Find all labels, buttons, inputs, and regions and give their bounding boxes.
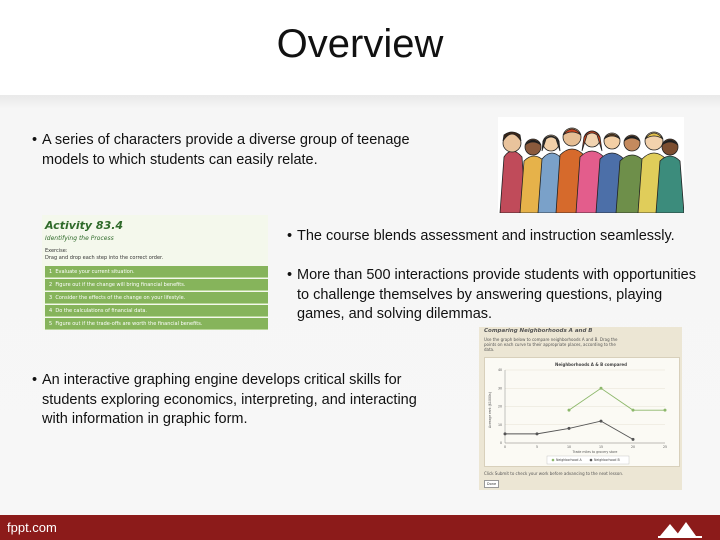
y-tick-label: 40	[497, 368, 502, 373]
x-tick-label: 0	[503, 445, 507, 449]
step-text: Figure out if the trade-offs are worth the financial benefits.	[55, 321, 203, 327]
exercise-instruction: Drag and drop each step into the correct order.	[45, 255, 164, 261]
step-number: 1	[49, 269, 53, 275]
legend-label-b: Neighborhood B	[594, 458, 620, 463]
line-chart	[485, 358, 679, 466]
bullet-characters	[32, 131, 432, 170]
graph-widget-instructions: Use the graph below to compare neighborhoods A and B. Drag the points on each curve to their appropriate places, according to the data.	[484, 337, 618, 352]
step-text: Do the calculations of financial data.	[55, 308, 148, 314]
data-point	[600, 420, 603, 423]
bullet-symbol: •	[287, 267, 293, 283]
step-number: 3	[49, 295, 53, 301]
legend-marker-b	[590, 459, 593, 462]
x-tick-label: 15	[598, 445, 604, 449]
activity-title: Activity 83.4	[45, 219, 124, 232]
activity-step[interactable]	[45, 292, 268, 304]
x-tick-label: 5	[535, 445, 539, 449]
series-line-a	[569, 388, 665, 410]
publisher-logo-icon	[650, 516, 710, 540]
title-area	[0, 0, 720, 95]
chart-title: Neighborhoods A & B compared	[555, 362, 627, 367]
bullet-symbol: •	[32, 132, 38, 148]
y-tick-label: 30	[497, 386, 502, 391]
legend-marker-a	[552, 459, 555, 462]
activity-exercise	[45, 248, 163, 262]
bullet-text: A series of characters provide a diverse group of teenage models to which students can easily relate.	[42, 132, 410, 168]
graph-widget-screenshot	[479, 327, 682, 490]
legend-label-a: Neighborhood A	[556, 458, 582, 463]
y-tick-label: 0	[499, 441, 502, 446]
graph-widget-footer: Click Submit to check your work before advancing to the next lesson.	[484, 471, 624, 476]
bullet-symbol: •	[287, 228, 293, 244]
data-point	[600, 387, 603, 390]
footer-bar	[0, 515, 720, 540]
data-point	[568, 427, 571, 430]
step-text: Evaluate your current situation.	[55, 269, 135, 275]
done-button[interactable]: Done	[484, 480, 499, 488]
exercise-label: Exercise:	[45, 248, 68, 254]
graph-widget-title: Comparing Neighborhoods A and B	[484, 328, 593, 334]
data-point	[664, 409, 667, 412]
bullet-symbol: •	[32, 372, 38, 388]
step-number: 4	[49, 308, 53, 314]
activity-step[interactable]	[45, 266, 268, 278]
footer-site-link[interactable]: fppt.com	[7, 520, 57, 535]
bullet-text: The course blends assessment and instruction seamlessly.	[297, 228, 675, 244]
step-text: Figure out if the change will bring financial benefits.	[55, 282, 186, 288]
data-point	[536, 432, 539, 435]
activity-screenshot	[42, 215, 268, 330]
y-tick-label: 20	[497, 404, 502, 409]
data-point	[504, 432, 507, 435]
teen-characters-illustration	[498, 117, 684, 213]
graph-panel	[484, 357, 680, 467]
chart-legend	[547, 456, 629, 464]
data-point	[632, 438, 635, 441]
step-number: 2	[49, 282, 53, 288]
y-tick-label: 10	[497, 422, 502, 427]
y-axis-label: Average rent ($1000s)	[488, 392, 492, 428]
bullet-interactions	[287, 266, 707, 325]
activity-subtitle: Identifying the Process	[45, 235, 114, 242]
x-tick-label: 25	[662, 445, 668, 449]
series-line-b	[505, 421, 633, 439]
slide-title: Overview	[276, 22, 444, 66]
bullet-assessment	[287, 227, 707, 247]
data-point	[568, 409, 571, 412]
bullet-text: An interactive graphing engine develops critical skills for students exploring economics, interpreting, and interacting with information in graphic form.	[42, 372, 417, 427]
x-tick-label: 10	[566, 445, 572, 449]
activity-step[interactable]	[45, 305, 268, 317]
x-tick-label: 20	[630, 445, 636, 449]
activity-step[interactable]	[45, 279, 268, 291]
step-text: Consider the effects of the change on your lifestyle.	[55, 295, 186, 301]
bullet-graphing	[32, 371, 442, 430]
data-point	[632, 409, 635, 412]
bullet-text: More than 500 interactions provide students with opportunities to challenge themselves by answering questions, playing games, and solving dilemmas.	[297, 267, 696, 322]
x-axis-label: Trade miles to grocery store	[572, 450, 618, 454]
step-number: 5	[49, 321, 53, 327]
activity-step[interactable]	[45, 318, 268, 330]
